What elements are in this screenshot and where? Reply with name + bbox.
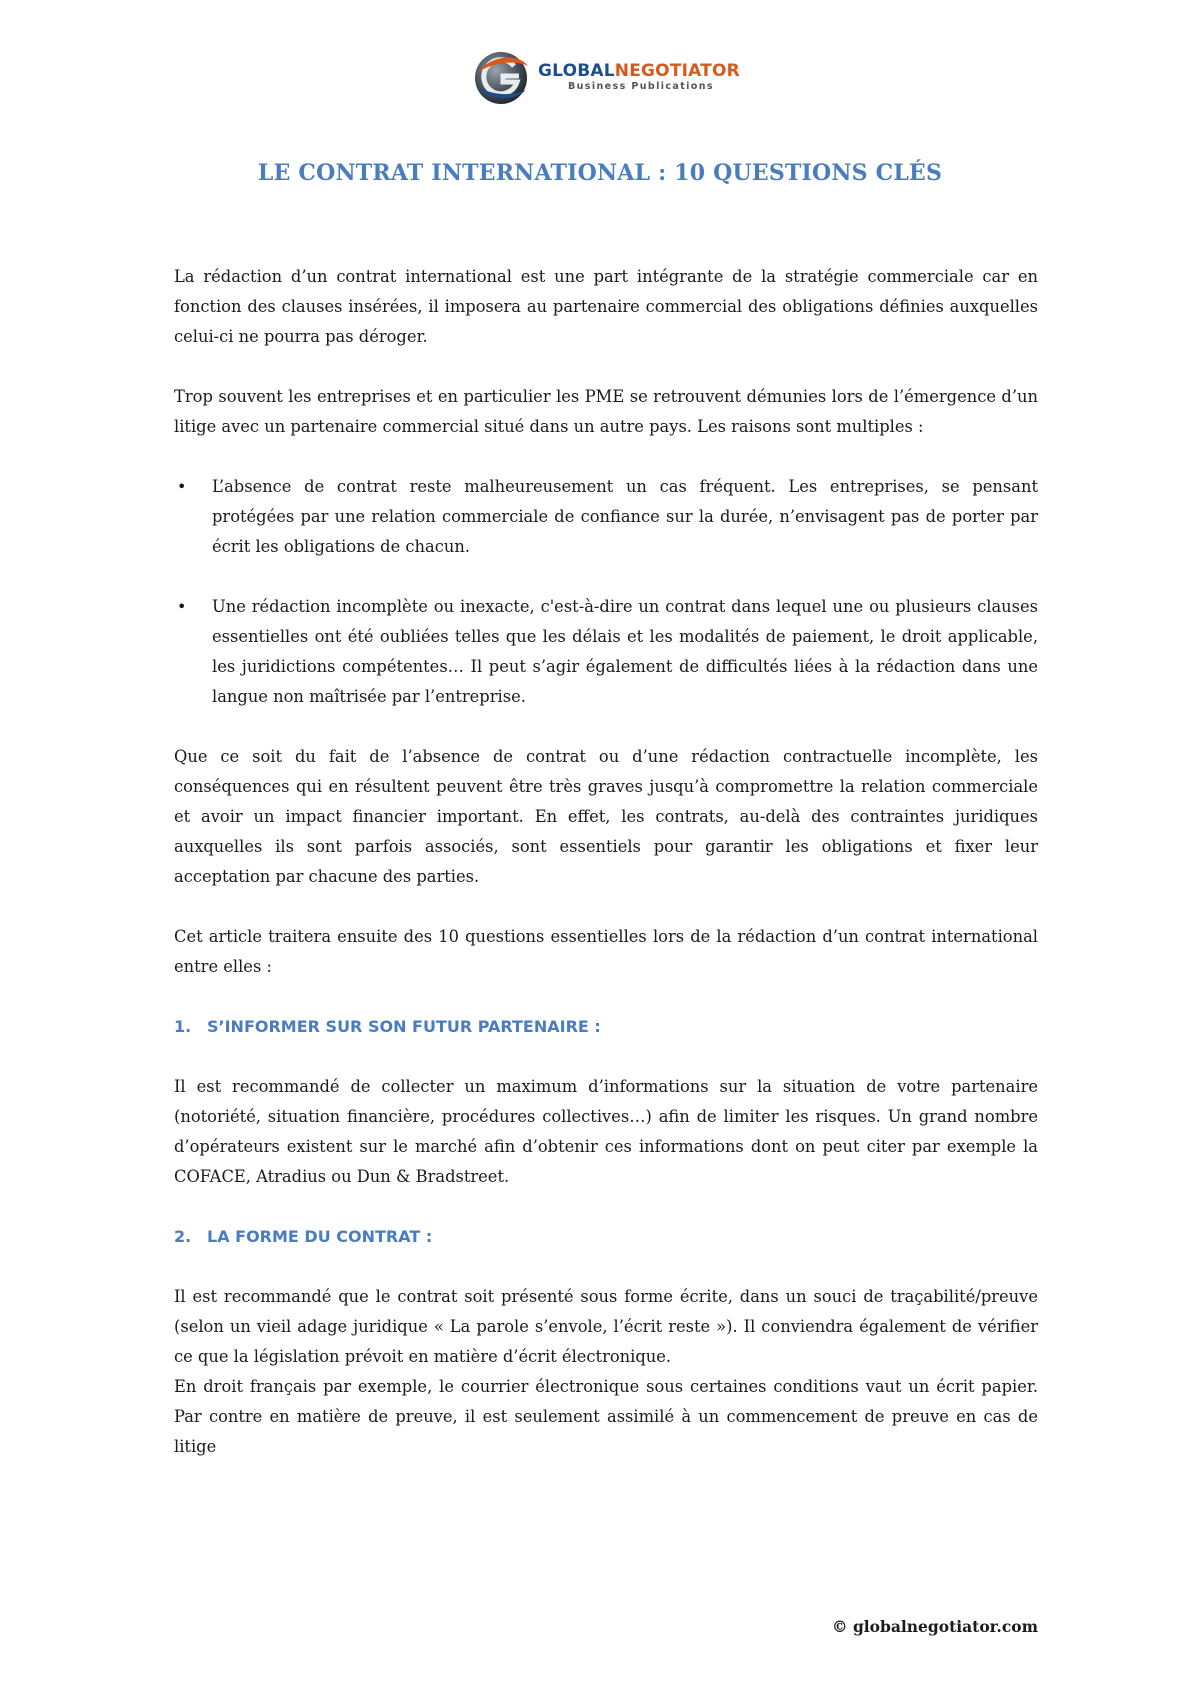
document-title: LE CONTRAT INTERNATIONAL : 10 QUESTIONS CLÉS	[257, 160, 943, 186]
list-item	[174, 472, 1038, 562]
section-1-paragraph: Il est recommandé de collecter un maximum d’informations sur la situation de votre partenaire (notoriété, situation financière, procédures collectives…) afin de limiter les risques. Un grand nombre d’opérateurs existent sur le marché afin d’obtenir ces informations dont on peut citer par exemple la COFACE, Atradius ou Dun & Bradstreet.	[174, 1077, 1038, 1186]
bullet-text: Une rédaction incomplète ou inexacte, c'est-à-dire un contrat dans lequel une ou plusieurs clauses essentielles ont été oubliées telles que les délais et les modalités de paiement, le droit applicable, les juridictions compétentes… Il peut s’agir également de difficultés liées à la rédaction dans une langue non maîtrisée par l’entreprise.	[212, 597, 1038, 706]
section-heading-1	[174, 1012, 1038, 1042]
section-title: S’INFORMER SUR SON FUTUR PARTENAIRE :	[207, 1017, 601, 1036]
paragraph-consequences: Que ce soit du fait de l’absence de contrat ou d’une rédaction contractuelle incomplète, les conséquences qui en résultent peuvent être très graves jusqu’à compromettre la relation commerciale et avoir un impact financier important. En effet, les contrats, au-delà des contraintes juridiques auxquelles ils sont parfois associés, sont essentiels pour garantir les obligations et fixer leur acceptation par chacune des parties.	[174, 747, 1038, 886]
section-2-paragraph-2: En droit français par exemple, le courrier électronique sous certaines conditions vaut un écrit papier. Par contre en matière de preuve, il est seulement assimilé à un commencement de preuve en cas de litige	[174, 1377, 1038, 1456]
section-number: 1.	[174, 1017, 192, 1036]
section-2-paragraph-1: Il est recommandé que le contrat soit présenté sous forme écrite, dans un souci de traçabilité/preuve (selon un vieil adage juridique « La parole s’envole, l’écrit reste »). Il conviendra également de vérifier ce que la législation prévoit en matière d’écrit électronique.	[174, 1287, 1038, 1366]
bullet-text: L’absence de contrat reste malheureusement un cas fréquent. Les entreprises, se pensant protégées par une relation commerciale de confiance sur la durée, n’envisagent pas de porter par écrit les obligations de chacun.	[212, 477, 1038, 556]
section-heading-2	[174, 1222, 1038, 1252]
paragraph-article-intro: Cet article traitera ensuite des 10 questions essentielles lors de la rédaction d’un contrat international entre elles :	[174, 927, 1038, 976]
logo	[470, 44, 740, 110]
logo-title-negotiator: NEGOTIATOR	[614, 61, 740, 81]
document-body	[174, 262, 1038, 1492]
intro-paragraph-2: Trop souvent les entreprises et en particulier les PME se retrouvent démunies lors de l’émergence d’un litige avec un partenaire commercial situé dans un autre pays. Les raisons sont multiples :	[174, 387, 1038, 436]
bullet-icon: •	[177, 597, 187, 616]
globe-g-icon	[470, 46, 532, 108]
section-title: LA FORME DU CONTRAT :	[207, 1227, 433, 1246]
bullet-icon: •	[177, 477, 187, 496]
intro-paragraph-1: La rédaction d’un contrat international est une part intégrante de la stratégie commerciale car en fonction des clauses insérées, il imposera au partenaire commercial des obligations définies auxquelles celui-ci ne pourra pas déroger.	[174, 267, 1038, 346]
logo-title	[538, 61, 740, 81]
bullet-list	[174, 472, 1038, 712]
logo-title-global: GLOBAL	[538, 61, 615, 81]
footer-copyright: © globalnegotiator.com	[832, 1617, 1038, 1636]
logo-subtitle: Business Publications	[568, 81, 714, 92]
section-number: 2.	[174, 1227, 192, 1246]
list-item	[174, 592, 1038, 712]
